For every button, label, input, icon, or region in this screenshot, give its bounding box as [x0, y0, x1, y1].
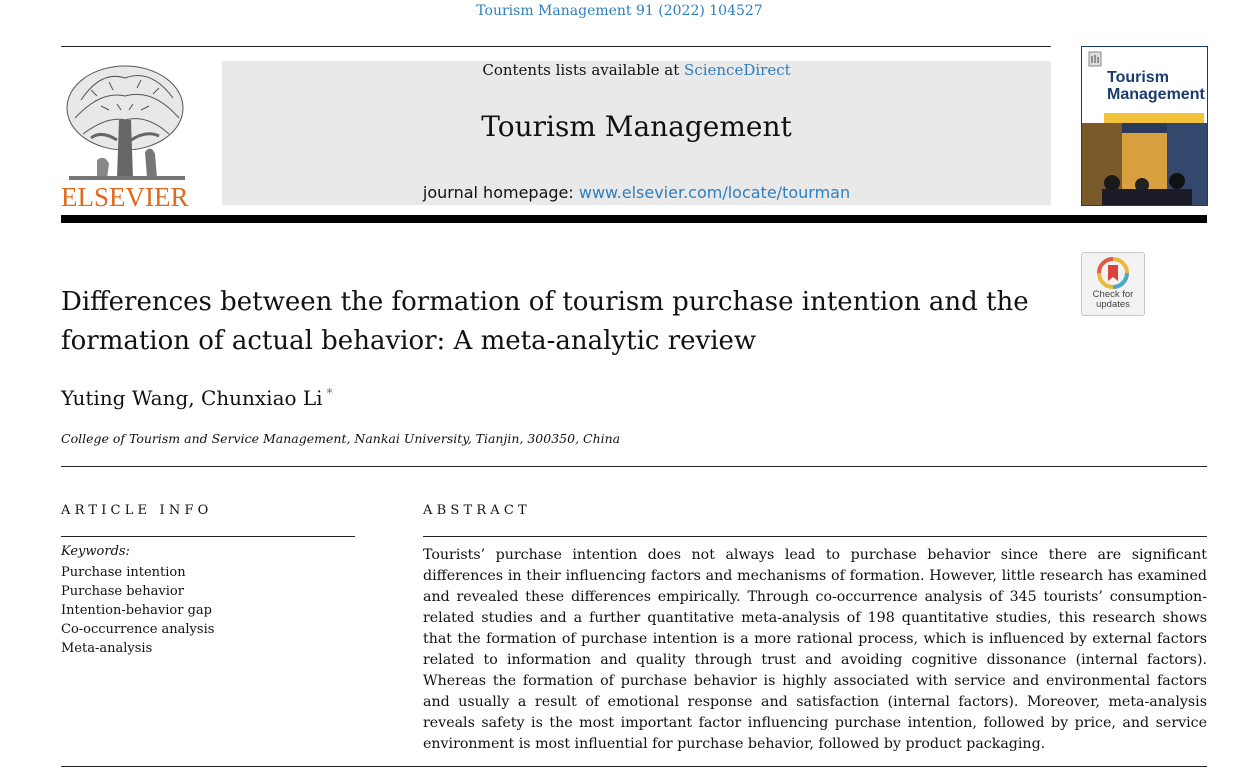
check-for-updates-button[interactable] — [1081, 252, 1145, 316]
cover-title — [1107, 69, 1205, 103]
journal-title: Tourism Management — [481, 110, 792, 143]
keyword-item: Meta-analysis — [61, 641, 153, 656]
keyword-item: Purchase intention — [61, 565, 186, 580]
article-info-heading: ARTICLE INFO — [61, 503, 213, 518]
section-divider — [61, 466, 1207, 467]
affiliation: College of Tourism and Service Management, Nankai University, Tianjin, 300350, China — [61, 431, 621, 446]
author-names[interactable]: Yuting Wang, Chunxiao Li — [61, 386, 323, 410]
cover-photo — [1082, 123, 1207, 205]
citation-link[interactable]: Tourism Management 91 (2022) 104527 — [476, 3, 763, 19]
abstract-text: Tourists’ purchase intention does not always lead to purchase behavior since there are significant differences in their influencing factors and mechanisms of formation. However, little research has examined and revealed these differences empirically. Through co-occurrence analysis of 345 tourists’ consumption-related studies and a further quantitative meta-analysis of 198 quantitative studies, this research shows that the formation of purchase intention is a more rational process, which is influenced by external factors related to information and quality through trust and avoiding cognitive dissonance (internal factors). Whereas the formation of purchase behavior is highly associated with service and environmental factors and usually a result of emotional response and satisfaction (internal factors). Moreover, meta-analysis reveals safety is the most important factor influencing purchase intention, followed by price, and service environment is most influential for purchase behavior, followed by product packaging. — [423, 547, 1207, 752]
abstract-divider — [423, 536, 1207, 537]
cover-title-line2: Management — [1107, 86, 1205, 103]
check-updates-label — [1082, 290, 1144, 309]
homepage-prefix: journal homepage: — [422, 183, 579, 202]
homepage-line — [222, 183, 1051, 202]
abstract-heading: ABSTRACT — [423, 503, 531, 518]
cover-yellow-band — [1104, 113, 1204, 123]
corresponding-author-mark[interactable]: * — [326, 386, 333, 401]
check-updates-line1: Check for — [1092, 289, 1134, 300]
journal-cover[interactable] — [1081, 46, 1208, 206]
cover-elsevier-icon — [1088, 51, 1102, 67]
keyword-item: Co-occurrence analysis — [61, 622, 215, 637]
authors — [61, 386, 333, 410]
journal-homepage-link[interactable]: www.elsevier.com/locate/tourman — [578, 183, 851, 202]
header-divider — [61, 46, 1051, 47]
contents-prefix: Contents lists available at — [482, 61, 685, 79]
keywords-label: Keywords: — [61, 544, 130, 559]
check-updates-line2: updates — [1096, 298, 1130, 310]
keyword-item: Purchase behavior — [61, 584, 184, 599]
header-thick-rule — [61, 215, 1207, 223]
cover-title-line1: Tourism — [1107, 69, 1169, 86]
keywords-list — [61, 563, 214, 658]
contents-line — [222, 61, 1051, 79]
article-info-divider — [61, 536, 355, 537]
footer-divider — [61, 766, 1207, 767]
publisher-name: ELSEVIER — [61, 182, 189, 212]
article-title: Differences between the formation of tourism purchase intention and the formation of actual behavior: A meta-analytic review — [61, 287, 1029, 356]
sciencedirect-link[interactable]: ScienceDirect — [684, 61, 791, 79]
keyword-item: Intention-behavior gap — [61, 603, 212, 618]
check-updates-icon — [1097, 257, 1129, 289]
